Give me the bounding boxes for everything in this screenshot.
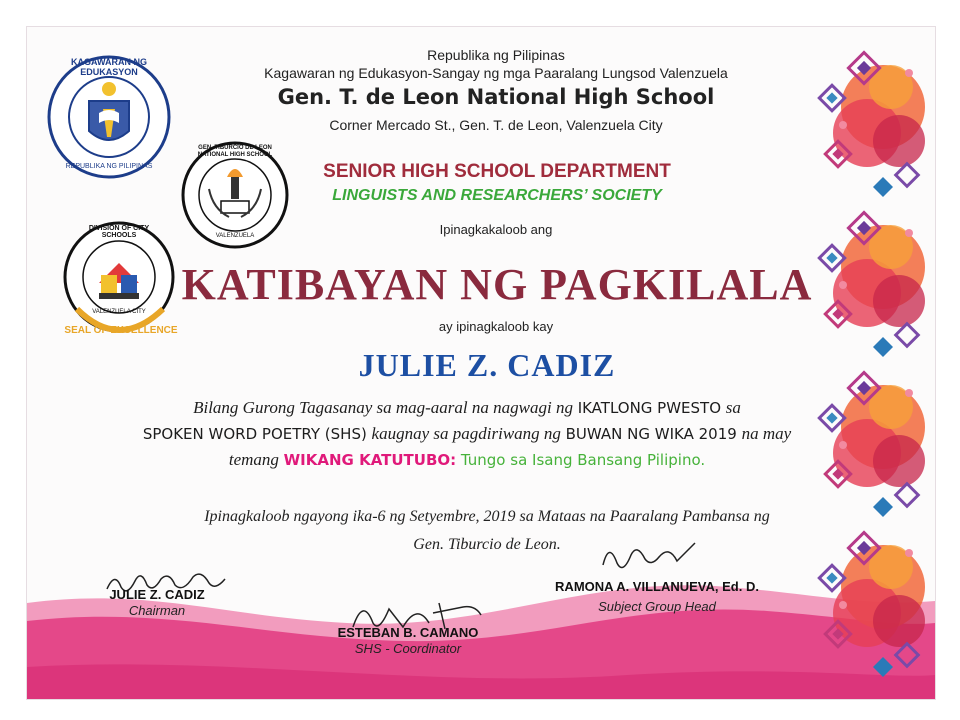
division-bottom-text: VALENZUELA CITY	[92, 309, 146, 315]
awarded-to-text: ay ipinagkaloob kay	[438, 319, 554, 334]
certificate-body	[87, 395, 847, 473]
school-name: Gen. T. de Leon National High School	[277, 85, 715, 109]
seal-of-excellence-text: SEAL OF EXCELLENCE	[64, 325, 178, 336]
body-text-3: kaugnay sa pagdiriwang ng	[371, 424, 561, 443]
school-seal-ring-text: GEN. TIBURCIO DE LEON NATIONAL HIGH SCHOOL	[197, 145, 273, 158]
division-ring-text: DIVISION OF CITY SCHOOLS	[88, 225, 150, 239]
signatory-1-name: JULIE Z. CADIZ	[109, 587, 205, 602]
republic-line: Republika ng Pilipinas	[427, 47, 565, 63]
signatory-2-name: ESTEBAN B. CAMANO	[337, 625, 479, 640]
deped-bottom-text: REPUBLIKA NG PILIPINAS	[65, 163, 153, 170]
deped-ring-text: KAGAWARAN NG EDUKASYON	[71, 57, 147, 77]
society-name: LINGUISTS AND RESEARCHERS’ SOCIETY	[332, 187, 662, 204]
certificate-title: KATIBAYAN NG PAGKILALA	[181, 260, 813, 309]
body-text-5: temang	[228, 450, 279, 469]
department-name: SENIOR HIGH SCHOOL DEPARTMENT	[323, 161, 671, 182]
certificate	[26, 26, 936, 700]
signatory-3-name: RAMONA A. VILLANUEVA, Ed. D.	[555, 579, 759, 594]
floral-tribal-border-decoration	[803, 37, 929, 697]
given-statement	[107, 503, 867, 559]
given-line-1: Ipinagkaloob ngayong ika-6 ng Setyembre, 2019 sa Mataas na Paaralang Pambansa ng	[204, 508, 770, 525]
presented-text: Ipinagkakaloob ang	[439, 222, 553, 237]
theme-subtitle: Tungo sa Isang Bansang Pilipino.	[460, 451, 706, 469]
body-text-1: Bilang Gurong Tagasanay sa mag-aaral na nagwagi ng	[193, 398, 573, 417]
body-text-4: na may	[741, 424, 792, 443]
placement-text: IKATLONG PWESTO	[577, 399, 722, 417]
theme-highlight: WIKANG KATUTUBO:	[283, 451, 457, 469]
given-line-2: Gen. Tiburcio de Leon.	[413, 536, 561, 553]
body-text-2: sa	[725, 398, 741, 417]
signatory-3-title: Subject Group Head	[598, 599, 716, 614]
recipient-name: JULIE Z. CADIZ	[358, 347, 616, 383]
celebration-name: BUWAN NG WIKA 2019	[565, 425, 737, 443]
school-address: Corner Mercado St., Gen. T. de Leon, Valenzuela City	[329, 117, 663, 133]
signature-3-scribble	[593, 535, 703, 581]
event-name: SPOKEN WORD POETRY (SHS)	[142, 425, 367, 443]
deped-division-line: Kagawaran ng Edukasyon-Sangay ng mga Paaralang Lungsod Valenzuela	[264, 65, 728, 81]
school-seal-bottom-text: VALENZUELA	[215, 233, 255, 239]
signatory-2-title: SHS - Coordinator	[354, 641, 462, 656]
signatory-1-title: Chairman	[128, 603, 186, 618]
